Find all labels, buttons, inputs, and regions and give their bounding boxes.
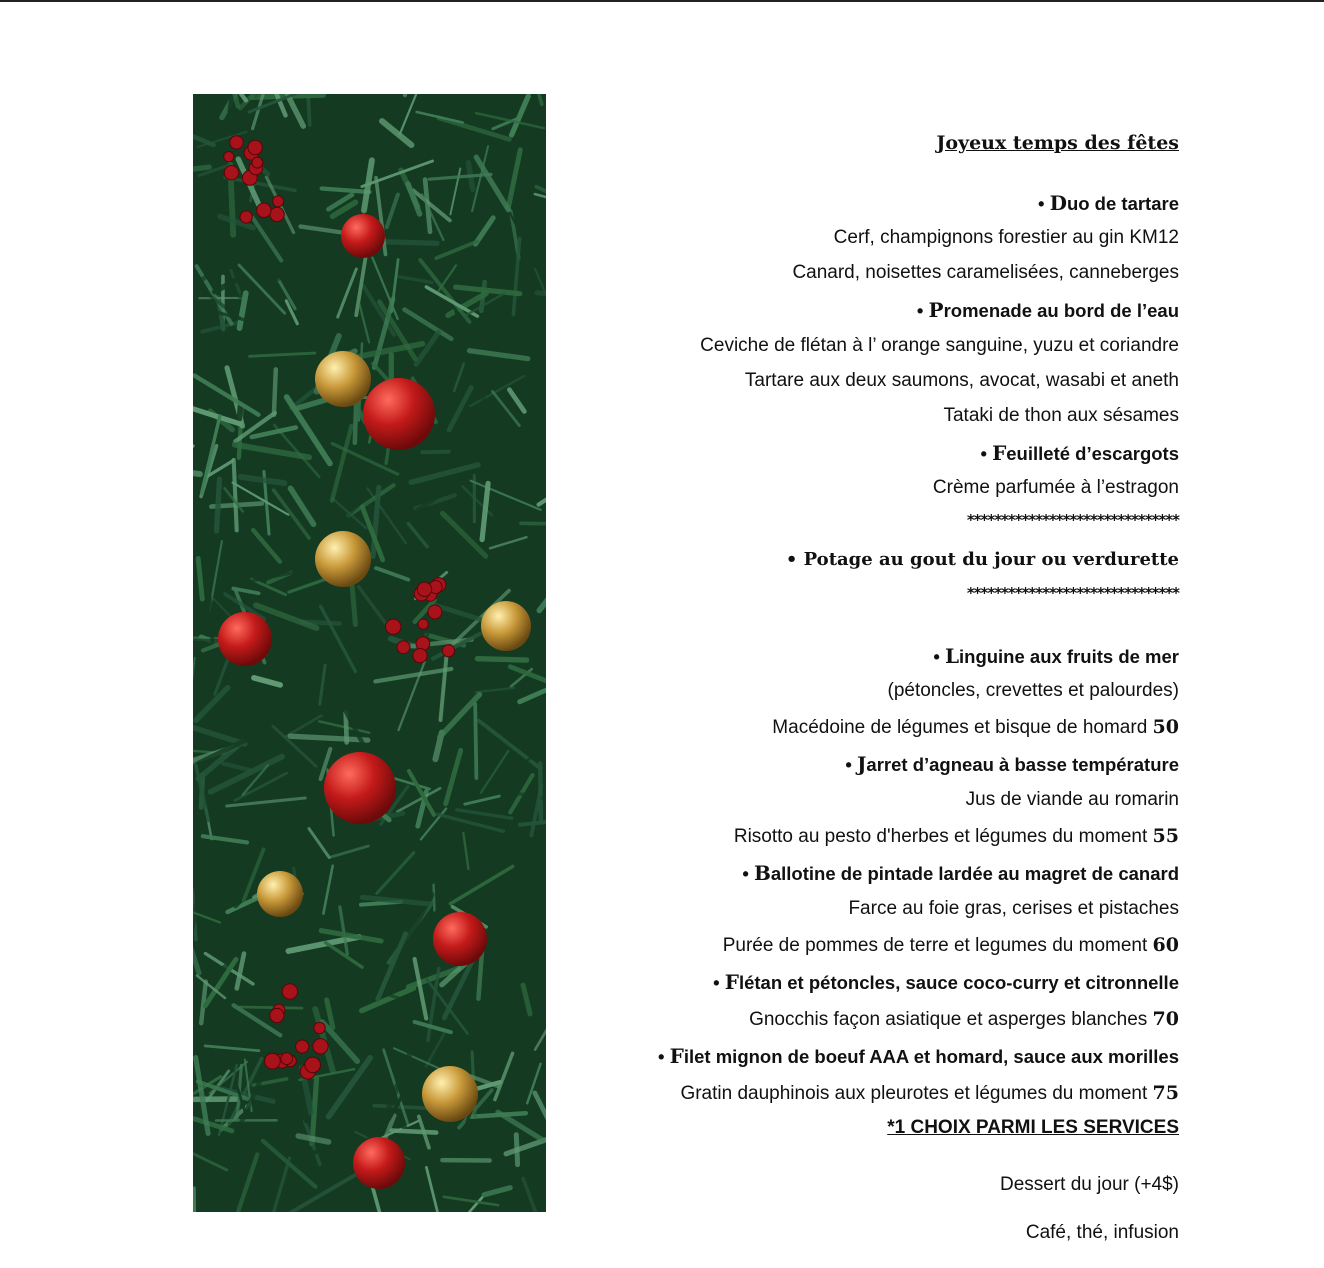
- dish-description-with-price: Gnocchis façon asiatique et asperges blanches 70: [749, 1008, 1179, 1030]
- pine-needle: [507, 479, 509, 518]
- dish-feuillete-escargots: • Feuilleté d’escargots: [980, 441, 1179, 465]
- holly-berry-icon: [305, 1057, 321, 1073]
- holly-berry-icon: [314, 1022, 325, 1033]
- gold-bauble-icon: [481, 601, 531, 651]
- pine-needle: [434, 885, 435, 911]
- pine-needle: [392, 1131, 437, 1133]
- dish-promenade: • Promenade au bord de l’eau: [916, 298, 1179, 322]
- holly-berry-icon: [224, 166, 238, 180]
- holly-berry-icon: [313, 1039, 328, 1054]
- holly-berry-icon: [257, 203, 271, 217]
- holly-berry-icon: [270, 207, 284, 221]
- gold-bauble-icon: [315, 351, 371, 407]
- dish-description: Canard, noisettes caramelisées, canneberges: [792, 262, 1179, 283]
- gold-bauble-icon: [422, 1066, 478, 1122]
- red-bauble-icon: [341, 214, 385, 258]
- dish-description: Ceviche de flétan à l’ orange sanguine, yuzu et coriandre: [700, 335, 1179, 356]
- holly-berry-icon: [282, 984, 297, 999]
- dish-description-with-price: Risotto au pesto d'herbes et légumes du moment 55: [733, 825, 1179, 847]
- red-bauble-icon: [433, 912, 487, 966]
- holly-berry-icon: [270, 1008, 284, 1022]
- dish-fletan-petoncles: • Flétan et pétoncles, sauce coco-curry et citronnelle: [713, 970, 1179, 994]
- pine-needle: [477, 659, 526, 660]
- choice-note: *1 CHOIX PARMI LES SERVICES: [887, 1117, 1179, 1138]
- drinks-line: Café, thé, infusion: [1025, 1222, 1179, 1243]
- dish-description: Tataki de thon aux sésames: [943, 405, 1179, 426]
- dish-description: Cerf, champignons forestier au gin KM12: [833, 227, 1179, 248]
- dish-jarret-agneau: • Jarret d’agneau à basse température: [845, 752, 1179, 776]
- dish-description: Crème parfumée à l’estragon: [932, 477, 1179, 498]
- holly-berry-icon: [224, 152, 234, 162]
- price: 60: [1152, 934, 1179, 956]
- holly-berry-icon: [397, 641, 410, 654]
- red-bauble-icon: [363, 378, 435, 450]
- holly-berry-icon: [248, 140, 262, 154]
- red-bauble-icon: [218, 612, 272, 666]
- pine-needle: [521, 523, 546, 524]
- holly-berry-icon: [418, 619, 428, 629]
- pine-needle: [194, 1188, 195, 1212]
- pine-needle: [497, 996, 527, 1000]
- dish-ballotine: • Ballotine de pintade lardée au magret de canard: [742, 861, 1179, 885]
- price: 75: [1152, 1082, 1179, 1104]
- gold-bauble-icon: [315, 531, 371, 587]
- price: 55: [1152, 825, 1179, 847]
- holly-berry-icon: [230, 136, 243, 149]
- dish-duo-tartare: • Duo de tartare: [1037, 191, 1179, 215]
- holly-berry-icon: [442, 645, 454, 657]
- menu-title: Joyeux temps des fêtes: [936, 132, 1179, 154]
- pine-needle: [481, 457, 530, 458]
- holly-berry-icon: [413, 649, 427, 663]
- dish-linguine: • Linguine aux fruits de mer: [933, 644, 1179, 668]
- pine-needle: [479, 475, 535, 476]
- holly-berry-icon: [417, 582, 431, 596]
- holly-berry-icon: [273, 196, 284, 207]
- dish-description: Tartare aux deux saumons, avocat, wasabi et aneth: [744, 370, 1179, 391]
- holly-berry-icon: [386, 619, 401, 634]
- dish-description-with-price: Gratin dauphinois aux pleurotes et légumes du moment 75: [680, 1082, 1179, 1104]
- price: 50: [1152, 716, 1179, 738]
- dish-description: Farce au foie gras, cerises et pistaches: [848, 898, 1179, 919]
- red-bauble-icon: [324, 752, 396, 824]
- holly-berry-icon: [265, 1053, 281, 1069]
- separator-stars: *******************************: [966, 511, 1179, 529]
- dish-description: (pétoncles, crevettes et palourdes): [887, 680, 1179, 701]
- dish-description: Jus de viande au romarin: [965, 789, 1179, 810]
- pine-needle: [318, 773, 319, 830]
- dish-description-with-price: Macédoine de légumes et bisque de homard 50: [772, 716, 1179, 738]
- pine-needle: [274, 369, 276, 414]
- dish-filet-mignon: • Filet mignon de boeuf AAA et homard, sauce aux morilles: [658, 1044, 1179, 1068]
- christmas-garland-image: [193, 94, 546, 1212]
- separator-stars: *******************************: [966, 584, 1179, 602]
- menu-column: [600, 0, 1179, 1268]
- dessert-line: Dessert du jour (+4$): [1000, 1174, 1179, 1195]
- red-bauble-icon: [353, 1137, 405, 1189]
- holly-berry-icon: [240, 211, 252, 223]
- gold-bauble-icon: [257, 871, 303, 917]
- dish-potage: • Potage au gout du jour ou verdurette: [785, 549, 1179, 570]
- holly-berry-icon: [296, 1040, 309, 1053]
- pine-needle: [352, 585, 355, 624]
- pine-needle: [475, 704, 476, 778]
- price: 70: [1152, 1008, 1179, 1030]
- holly-berry-icon: [428, 605, 442, 619]
- garland-illustration: [193, 94, 546, 1212]
- pine-needle: [308, 97, 310, 125]
- pine-needle: [422, 452, 449, 453]
- holly-berry-icon: [252, 157, 263, 168]
- pine-needle: [217, 479, 220, 531]
- holly-berry-icon: [281, 1053, 293, 1065]
- pine-needle: [240, 1007, 302, 1008]
- dish-description-with-price: Purée de pommes de terre et legumes du moment 60: [722, 934, 1179, 956]
- pine-needle: [516, 1135, 517, 1165]
